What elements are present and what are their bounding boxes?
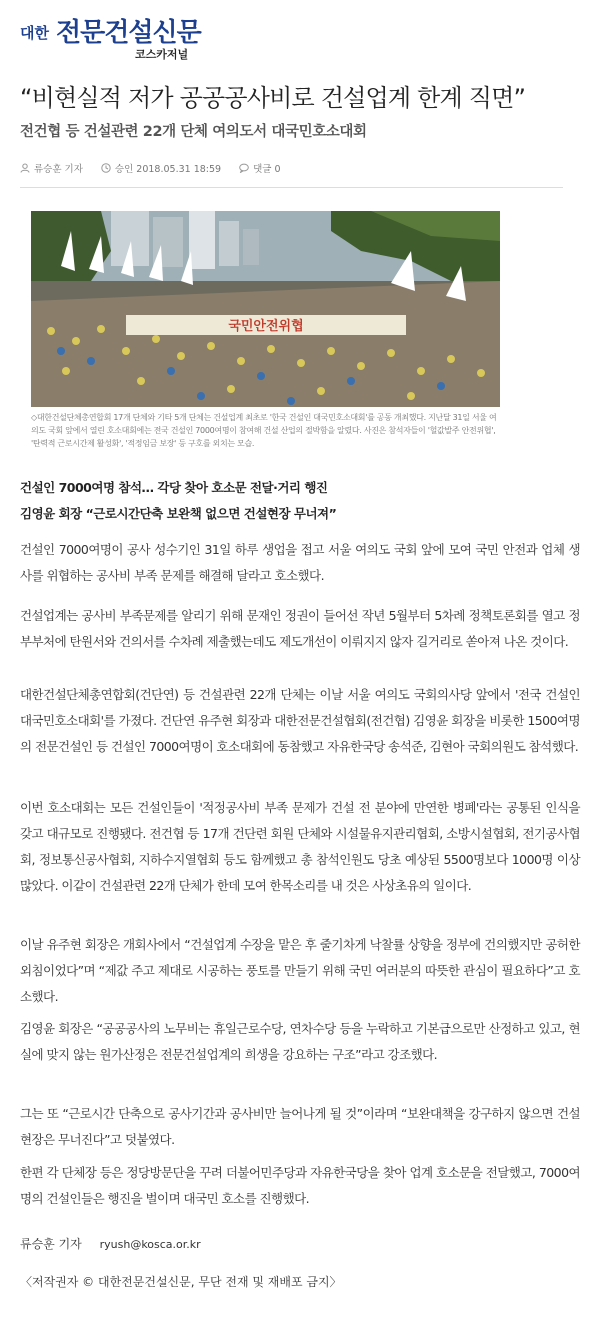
comment-icon bbox=[239, 163, 249, 173]
meta-comments-link[interactable]: 댓글 0 bbox=[253, 164, 281, 175]
protest-photo bbox=[31, 211, 500, 407]
masthead-prefix: 대한 bbox=[20, 24, 49, 42]
article-photo bbox=[31, 211, 500, 407]
meta-approved-date: 승인 2018.05.31 18:59 bbox=[114, 164, 222, 175]
paragraph-4: 이번 호소대회는 모든 건설인들이 '적정공사비 부족 문제가 건설 전 분야에 만연한 병폐'라는 공통된 인식을 갖고 대규모로 진행됐다. 전건협 등 17개 건단련 회원 단체와 시설물유지관리협회, 소방시설협회, 전기공사협회, 정보통신공사협회, 지하수지열협회 등도 함께했고 총 참석인원도 당초 예상된 5500명보다 1000명 이상 많았다. 이같이 건설관련 22개 단체가 한데 모여 한목소리를 내 것은 사상초유의 일이다. bbox=[20, 800, 580, 893]
lead-line-2: 김영윤 회장 “근로시간단축 보완책 없으면 건설현장 무너져” bbox=[20, 506, 337, 521]
masthead[interactable] bbox=[20, 8, 280, 64]
article-subheadline: 전건협 등 건설관련 22개 단체 여의도서 대국민호소대회 bbox=[20, 124, 367, 140]
lead-line-1: 건설인 7000여명 참석… 각당 찾아 호소문 전달·거리 행진 bbox=[20, 480, 328, 495]
person-icon bbox=[20, 163, 30, 173]
paragraph-7: 그는 또 “근로시간 단축으로 공사기간과 공사비만 늘어나게 될 것”이라며 “보완대책을 강구하지 않으면 건설현장은 무너진다”고 덧붙였다. bbox=[20, 1106, 580, 1147]
paragraph-3: 대한건설단체총연합회(건단연) 등 건설관련 22개 단체는 이날 서울 여의도 국회의사당 앞에서 '전국 건설인 대국민호소대회'를 가졌다. 건단연 유주현 회장과 대한전문건설협회(전건협) 김영윤 회장을 비롯한 1500여명의 전문건설인 등 건설인 7000여명이 호소대회에 동참했고 자유한국당 송석준, 김현아 국회의원도 참석했다. bbox=[20, 687, 580, 754]
meta-divider bbox=[20, 187, 563, 188]
paragraph-5: 이날 유주현 회장은 개회사에서 “건설업계 수장을 맡은 후 줄기차게 낙찰률 상향을 정부에 건의했지만 공허한 외침이었다”며 “제값 주고 제대로 시공하는 풍토를 만들기 위해 국민 여러분의 따뜻한 관심이 필요하다”고 호소했다. bbox=[20, 937, 580, 1004]
byline-email[interactable]: ryush@kosca.or.kr bbox=[99, 1238, 201, 1251]
photo-banner-text: 국민안전위협 bbox=[228, 319, 304, 334]
meta-author[interactable]: 류승훈 기자 bbox=[34, 164, 83, 175]
byline-author: 류승훈 기자 bbox=[20, 1237, 82, 1251]
masthead-subtitle: 코스카저널 bbox=[135, 48, 189, 61]
photo-caption: ◇대한건설단체총연합회 17개 단체와 기타 5개 단체는 건설업계 최초로 '한국 건설인 대국민호소대회'를 공동 개최했다. 지난달 31일 서울 여의도 국회 앞에서 열린 호소대회에는 전국 건설인 7000여명이 참여해 건설 산업의 절박함을 알렸다. 사진은 참석자들이 '헐값발주 안전위협', '탄력적 근로시간제 활성화', '적정임금 보장' 등 구호를 외치는 모습. bbox=[31, 413, 497, 448]
paragraph-2: 건설업계는 공사비 부족문제를 알리기 위해 문재인 정권이 들어선 작년 5월부터 5차례 정책토론회를 열고 정부부처에 탄원서와 건의서를 수차례 제출했는데도 제도개선이 이뤄지지 않자 길거리로 쏟아져 나온 것이다. bbox=[20, 608, 580, 649]
paragraph-8: 한편 각 단체장 등은 정당방문단을 꾸려 더불어민주당과 자유한국당을 찾아 업계 호소문을 전달했고, 7000여명의 건설인들은 행진을 벌이며 대국민 호소를 진행했다. bbox=[20, 1165, 580, 1206]
article-lead bbox=[20, 478, 580, 530]
article-headline: “비현실적 저가 공공공사비로 건설업계 한계 직면” bbox=[20, 84, 526, 112]
article-meta bbox=[20, 161, 281, 175]
masthead-logo: 전문건설신문 bbox=[56, 18, 201, 48]
clock-icon bbox=[101, 163, 111, 173]
article-byline bbox=[20, 1235, 201, 1252]
paragraph-1: 건설인 7000여명이 공사 성수기인 31일 하루 생업을 접고 서울 여의도 국회 앞에 모여 국민 안전과 업체 생사를 위협하는 공사비 부족 문제를 해결해 달라고 호소했다. bbox=[20, 542, 580, 583]
copyright-notice: 〈저작권자 © 대한전문건설신문, 무단 전재 및 재배포 금지〉 bbox=[20, 1275, 342, 1289]
paragraph-6: 김영윤 회장은 “공공공사의 노무비는 휴일근로수당, 연차수당 등을 누락하고 기본급으로만 산정하고 있고, 현실에 맞지 않는 원가산정은 전문건설업계의 희생을 강요하는 구조”라고 강조했다. bbox=[20, 1021, 580, 1062]
